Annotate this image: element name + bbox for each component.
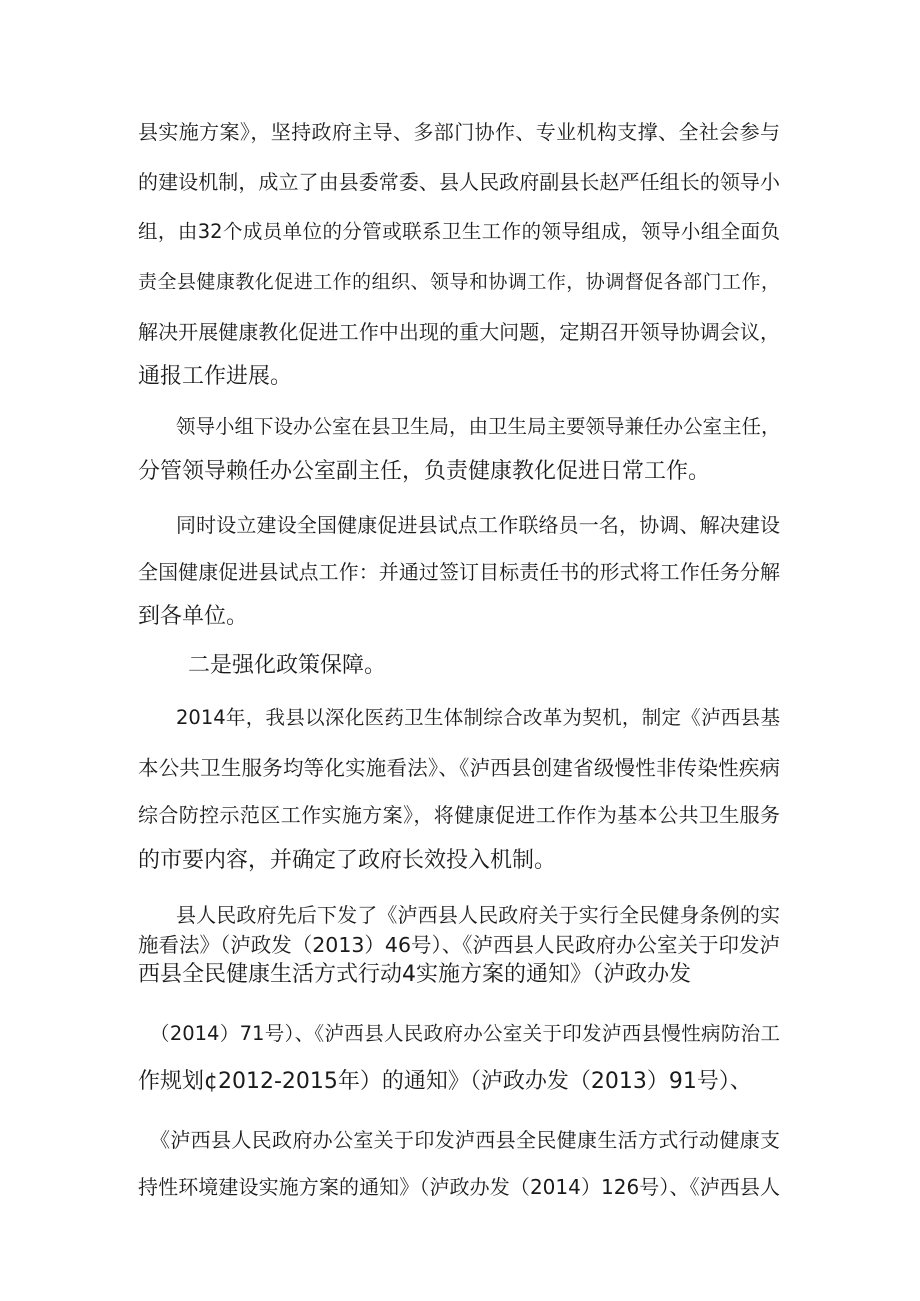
paragraph-4-line-3: 综合防控示范区工作实施方案》，将健康促进工作作为基本公共卫生服务 — [138, 803, 780, 827]
paragraph-3-line-3: 到各单位。 — [138, 604, 249, 629]
paragraph-4-line-4: 的市要内容，并确定了政府长效投入机制。 — [138, 848, 557, 873]
paragraph-1-line-1: 县实施方案》，坚持政府主导、多部门协作、专业机构支撑、全社会参与 — [138, 120, 780, 144]
paragraph-1-line-3: 组，由32个成员单位的分管或联系卫生工作的领导组成，领导小组全面负 — [138, 220, 780, 243]
paragraph-1-line-5: 解决开展健康教化促进工作中出现的重大问题，定期召开领导协调会议， — [138, 320, 780, 344]
paragraph-1-line-2: 的建设机制，成立了由县委常委、县人民政府副县长赵严任组长的领导小 — [138, 170, 780, 194]
paragraph-5-line-6: 《泸西县人民政府办公室关于印发泸西县全民健康生活方式行动健康支 — [150, 1128, 780, 1152]
paragraph-2-line-1: 领导小组下设办公室在县卫生局，由卫生局主要领导兼任办公室主任， — [176, 415, 781, 438]
paragraph-5-line-1: 县人民政府先后下发了《泸西县人民政府关于实行全民健身条例的实 — [176, 903, 780, 927]
paragraph-5-line-7: 持性环境建设实施方案的通知》（泸政办发（2014）126号）、《泸西县人 — [138, 1175, 780, 1199]
paragraph-1-line-4: 责全县健康教化促进工作的组织、领导和协调工作，协调督促各部门工作， — [138, 271, 780, 293]
paragraph-4-line-1: 2014年，我县以深化医药卫生体制综合改革为契机，制定《泸西县基 — [176, 706, 780, 729]
paragraph-2-line-2: 分管领导赖任办公室副主任，负责健康教化促进日常工作。 — [138, 459, 711, 484]
paragraph-5-line-3: 西县全民健康生活方式行动4实施方案的通知》（泸政办发 — [138, 962, 691, 987]
paragraph-3-line-2: 全国健康促进县试点工作：并通过签订目标责任书的形式将工作任务分解 — [138, 560, 780, 584]
paragraph-5-line-5: 作规划¢2012-2015年）的通知》（泸政办发（2013）91号）、 — [138, 1069, 752, 1094]
paragraph-4-line-2: 本公共卫生服务均等化实施看法》、《泸西县创建省级慢性非传染性疾病 — [138, 756, 780, 780]
section-heading: 二是强化政策保障。 — [188, 653, 387, 678]
paragraph-1-line-6: 通报工作进展。 — [138, 364, 293, 389]
paragraph-5-line-2: 施看法》（泸政发（2013）46号）、《泸西县人民政府办公室关于印发泸 — [138, 933, 781, 957]
paragraph-5-line-4: （2014）71号）、《泸西县人民政府办公室关于印发泸西县慢性病防治工 — [150, 1022, 780, 1045]
paragraph-3-line-1: 同时设立建设全国健康促进县试点工作联络员一名，协调、解决建设 — [176, 513, 780, 537]
